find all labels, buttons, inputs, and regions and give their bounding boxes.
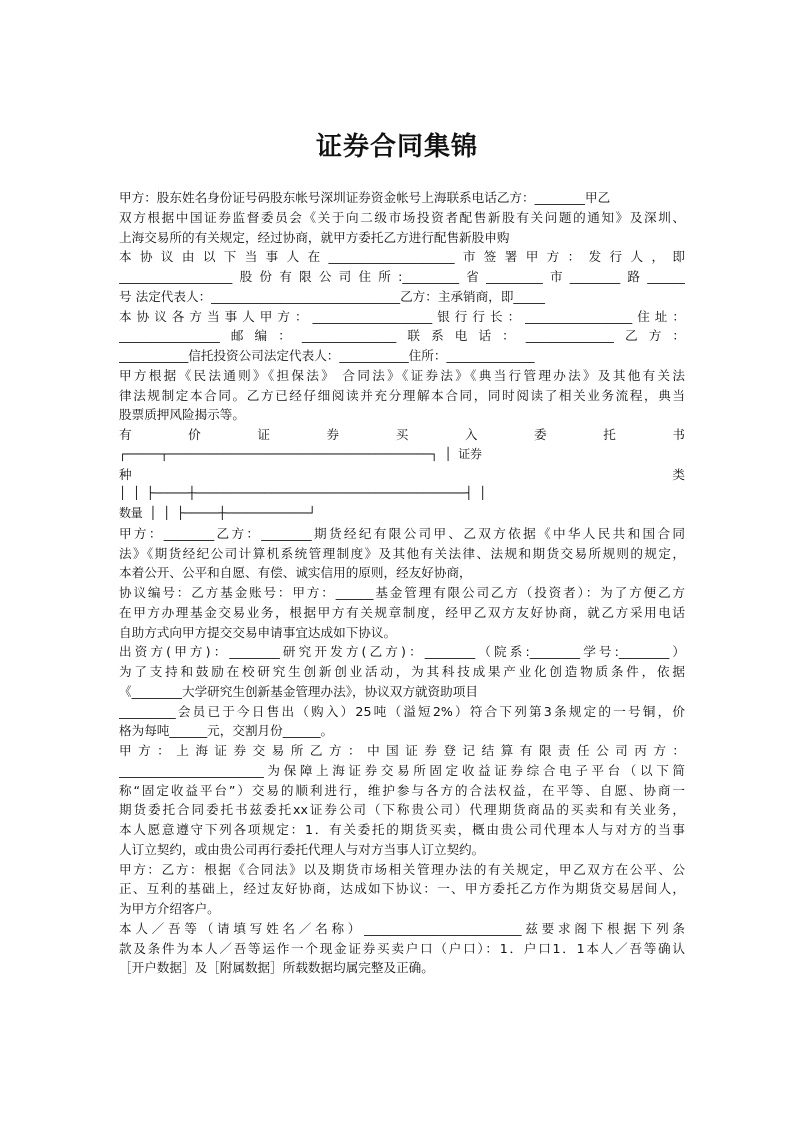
spaced-word: 委 xyxy=(534,427,547,442)
paragraph-line: 本人愿意遵守下列各项规定：1．有关委托的期货买卖，概由贵公司代理本人与对方的当事 xyxy=(119,822,685,837)
spaced-word: 入 xyxy=(464,427,478,442)
table-border-line: 数量 │ │ ├─────┼────────────┘ xyxy=(119,506,316,520)
form-heading xyxy=(119,425,685,445)
paragraph-line: 律法规制定本合同。乙方已经仔细阅读并充分理解本合同，同时阅读了相关业务流程，典当 xyxy=(119,387,685,403)
paragraph-line: 甲方：________乙方：________期货经纪有限公司甲、乙双方依据《中华人民共和国合同 xyxy=(119,525,685,541)
paragraph-line: 本协议各方当事人甲方：___________________银行行长：_________________住址： xyxy=(119,308,685,324)
paragraph-line: 称“固定收益平台”）交易的顺利进行，维护参与各方的合法权益，在平等、自愿、协商一 xyxy=(119,782,685,798)
paragraph-line: 股票质押风险揭示等。 xyxy=(119,407,245,423)
paragraph-line: 号 法定代表人：______________________________乙方：主承销商，即_____ xyxy=(119,288,545,304)
paragraph-line: 本协议由以下当事人在____________________市签署甲方：发行人，即 xyxy=(119,249,685,265)
paragraph-line: _________会员已于今日售出（购入）25吨（溢短2%）符合下列第3条规定的一号铜，价 xyxy=(119,703,685,719)
paragraph-line: 甲方：股东姓名身份证号码股东帐号深圳证券资金帐号上海联系电话乙方：________甲乙 xyxy=(119,190,611,205)
paragraph-line: 协议编号：乙方基金账号：甲方：______基金管理有限公司乙方（投资者）：为了方便乙方 xyxy=(119,585,685,600)
document-title: 证券合同集锦 xyxy=(315,132,478,162)
paragraph-line: 款及条件为本人／吾等运作一个现金证券买卖户口（户口）：1．户口1．1本人／吾等确认 xyxy=(119,940,685,956)
paragraph-line: 《________大学研究生创新基金管理办法》，协议双方就资助项目 xyxy=(119,683,478,699)
spaced-word: 证 xyxy=(257,427,270,442)
paragraph-line: 为了支持和鼓励在校研究生创新创业活动，为其科技成果产业化创造物质条件，依据 xyxy=(119,664,685,679)
paragraph-line: __________________股份有限公司住所:_________省_________市________路______ xyxy=(119,269,685,284)
paragraph-line: 本着公开、公平和自愿、有偿、诚实信用的原则，经友好协商， xyxy=(119,565,472,581)
paragraph-line: 法》《期货经纪公司计算机系统管理制度》及其他有关法律、法规和期货交易所规则的规定， xyxy=(119,545,685,561)
spaced-word: 买 xyxy=(395,427,409,442)
table-border-line: ┌─────┬──────────────────────────────────────┐ │ 证券 xyxy=(119,446,482,461)
paragraph-line: 期货委托合同委托书兹委托xx证券公司（下称贵公司）代理期货商品的买卖和有关业务， xyxy=(119,802,685,818)
spaced-word: 种 xyxy=(119,466,132,482)
paragraph-line: 甲方：乙方：根据《合同法》以及期货市场相关管理办法的有关规定，甲乙双方在公平、公 xyxy=(119,861,685,877)
table-border-line: │ │ ├─────┼───────────────────────────────────────┤ │ xyxy=(119,486,487,501)
paragraph-line: 甲方根据《民法通则》《担保法》 合同法》《证券法》《典当行管理办法》及其他有关法 xyxy=(119,367,685,383)
paragraph-line: _______________________为保障上海证券交易所固定收益证券综合电子平台（以下简 xyxy=(119,762,685,778)
paragraph-line: ________________邮编：_______________联系电话：______________乙方： xyxy=(119,328,685,344)
paragraph-line: 为甲方介绍客户。 xyxy=(119,901,220,916)
paragraph-line: ［开户数据］及［附属数据］所载数据均属完整及正确。 xyxy=(119,960,434,976)
paragraph-line: 在甲方办理基金交易业务，根据甲方有关规章制度，经甲乙双方友好协商，就乙方采用电话 xyxy=(119,604,685,620)
paragraph-line: ___________信托投资公司法定代表人：___________住所：______________ xyxy=(119,348,535,363)
spaced-word: 券 xyxy=(326,427,340,442)
paragraph-line: 格为每吨______元，交割月份______。 xyxy=(119,723,334,739)
paragraph-line: 自助方式向甲方提交交易申请事宜达成如下协议。 xyxy=(119,624,397,640)
paragraph-line: 上海交易所的有关规定，经过协商，就甲方委托乙方进行配售新股申购 xyxy=(119,229,510,245)
paragraph-line: 出资方(甲方)：________研究开发方(乙方)：________（院系:________学号:________） xyxy=(119,644,685,660)
spaced-word: 书 xyxy=(672,427,685,442)
document-body xyxy=(119,188,685,978)
table-label-line xyxy=(119,465,685,485)
spaced-word: 价 xyxy=(188,427,201,442)
paragraph-line: 正、互利的基础上，经过友好协商，达成如下协议：一、甲方委托乙方作为期货交易居间人， xyxy=(119,881,685,897)
paragraph-line: 人订立契约，或由贵公司再行委托代理人与对方当事人订立契约。 xyxy=(119,841,485,857)
paragraph-line: 双方根据中国证券监督委员会《关于向二级市场投资者配售新股有关问题的通知》及深圳、 xyxy=(119,209,685,225)
spaced-word: 托 xyxy=(603,427,616,442)
spaced-word: 有 xyxy=(119,427,132,442)
spaced-word: 类 xyxy=(672,466,685,482)
paragraph-line: 本人／吾等（请填写姓名／名称）_________________________兹要求阁下根据下列条 xyxy=(119,920,685,936)
paragraph-line: 甲方：上海证券交易所乙方：中国证券登记结算有限责任公司丙方： xyxy=(119,743,685,758)
